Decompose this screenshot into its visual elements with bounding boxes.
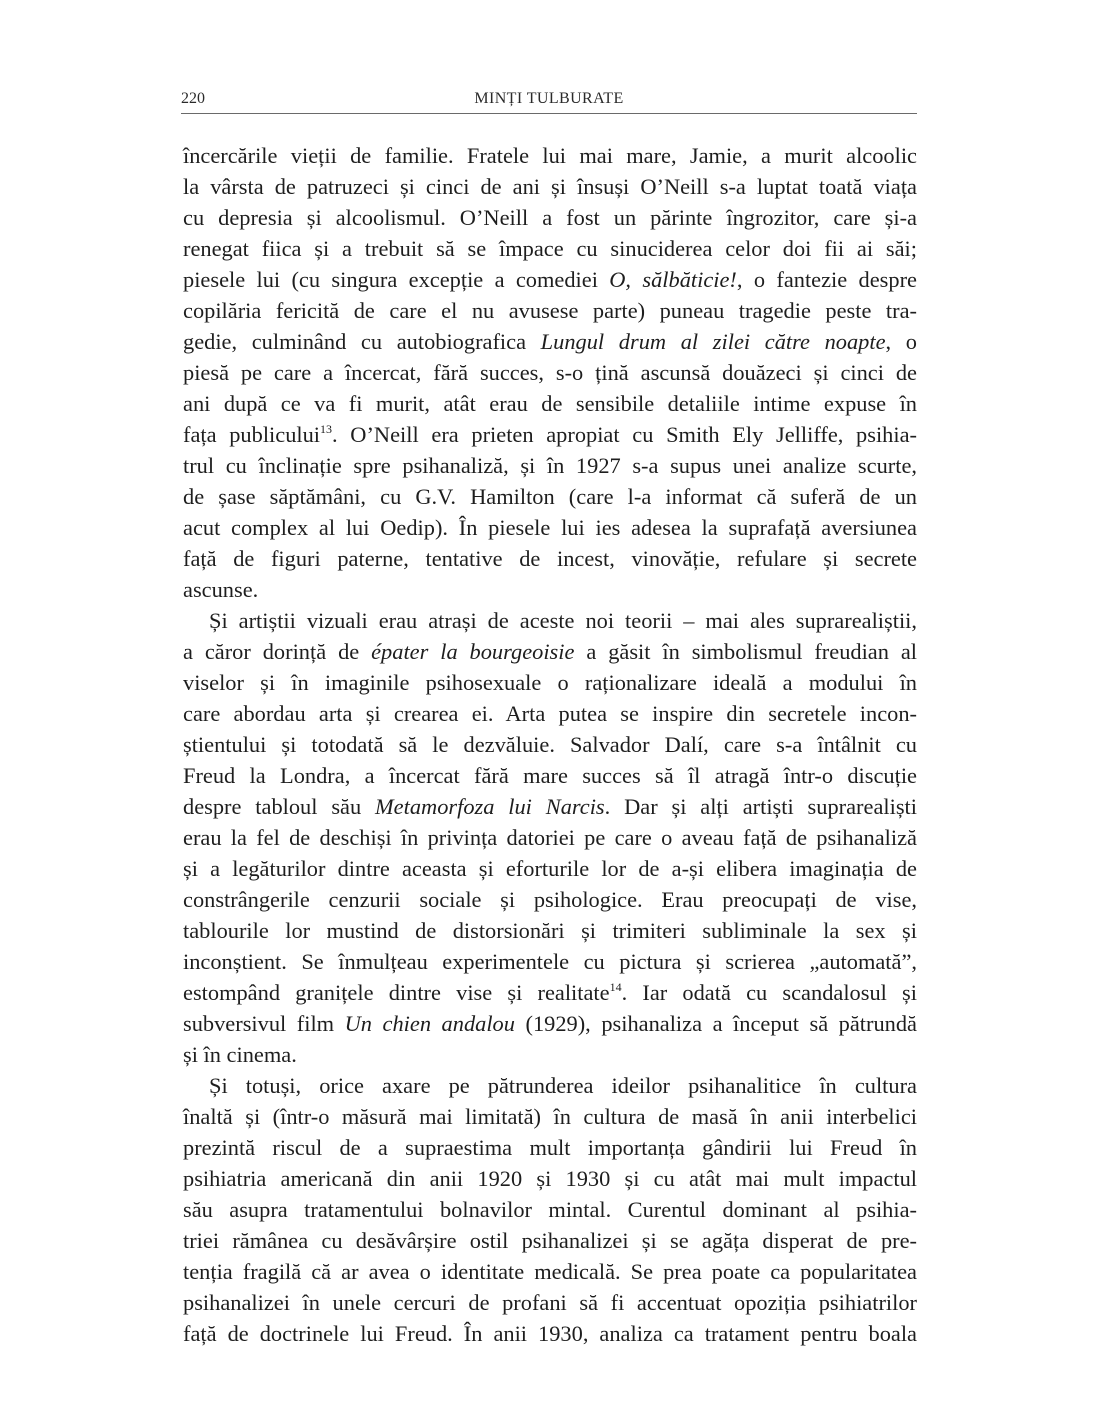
text-line [183, 1163, 917, 1194]
text-run: . Iar odată cu scandalosul și [621, 980, 917, 1005]
text-line [183, 543, 917, 574]
text-run: cu depresia și alcoolismul. O’Neill a fost un părinte îngrozitor, care și-a [183, 205, 917, 230]
text-line [183, 822, 917, 853]
italic-title: Metamorfoza lui Narcis [375, 794, 605, 819]
text-run: Freud la Londra, a încercat fără mare succes să îl atragă într-o discuție [183, 763, 917, 788]
text-run: ascunse. [183, 577, 259, 602]
text-run: , o fantezie despre [736, 267, 917, 292]
running-title: MINȚI TULBURATE [474, 90, 624, 107]
text-run: trul cu înclinație spre psihanaliză, și în 1927 s-a supus unei analize scurte, [183, 453, 917, 478]
text-run: piesele lui (cu singura excepție a comediei [183, 267, 610, 292]
text-line [183, 946, 917, 977]
text-line [183, 357, 917, 388]
text-run: față de doctrinele lui Freud. În anii 1930, analiza ca tratament pentru boala [183, 1321, 917, 1346]
text-line [183, 1039, 917, 1070]
text-run: a căror dorință de [183, 639, 372, 664]
text-run: estompând granițele dintre vise și realitate [183, 980, 610, 1005]
text-line [183, 1225, 917, 1256]
text-line [183, 574, 917, 605]
text-line [183, 171, 917, 202]
text-line [183, 419, 917, 450]
text-run: (1929), psihanaliza a început să pătrundă [514, 1011, 917, 1036]
text-run: erau la fel de deschiși în privința datoriei pe care o aveau față de psihanaliză [183, 825, 917, 850]
text-run: , o [885, 329, 917, 354]
text-run: despre tabloul său [183, 794, 376, 819]
text-run: său asupra tratamentului bolnavilor mintal. Curentul dominant al psihia- [183, 1197, 917, 1222]
text-run: înaltă și (într-o măsură mai limitată) în cultura de masă în anii interbelici [183, 1104, 917, 1129]
text-line [183, 698, 917, 729]
header-rule [181, 113, 917, 114]
text-run: psihanalizei în unele cercuri de profani să fi accentuat opoziția psihiatrilor [183, 1290, 917, 1315]
text-run: acut complex al lui Oedip). În piesele lui ies adesea la suprafață aversiunea [183, 515, 917, 540]
text-run: prezintă riscul de a supraestima mult importanța gândirii lui Freud în [183, 1135, 917, 1160]
footnote-ref: 14 [609, 980, 622, 994]
text-line [183, 1256, 917, 1287]
text-run: și în cinema. [183, 1042, 297, 1067]
text-line [183, 264, 917, 295]
text-line [183, 977, 917, 1008]
text-line [183, 388, 917, 419]
text-run: la vârsta de patruzeci și cinci de ani și însuși O’Neill s-a luptat toată viața [183, 174, 917, 199]
text-line [183, 791, 917, 822]
text-run: încercările vieții de familie. Fratele lui mai mare, Jamie, a murit alcoolic [183, 143, 917, 168]
text-run: tenția fragilă că ar avea o identitate medicală. Se prea poate ca popularitatea [183, 1259, 917, 1284]
running-head [181, 90, 917, 112]
italic-title: O, sălbăticie! [609, 267, 737, 292]
text-line [183, 915, 917, 946]
text-line [183, 295, 917, 326]
text-run: știentului și totodată să le dezvăluie. Salvador Dalí, care s-a întâlnit cu [183, 732, 917, 757]
text-line [183, 202, 917, 233]
text-run: . Dar și alți artiști suprarealiști [604, 794, 917, 819]
text-run: triei rămânea cu desăvârșire ostil psihanalizei și se agăța disperat de pre- [183, 1228, 917, 1253]
text-run: gedie, culminând cu autobiografica [183, 329, 541, 354]
text-run: Și artiștii vizuali erau atrași de aceste noi teorii – mai ales suprarealiștii, [209, 608, 917, 633]
text-run: psihiatria americană din anii 1920 și 1930 și cu atât mai mult impactul [183, 1166, 917, 1191]
text-line [183, 1101, 917, 1132]
text-line [183, 605, 917, 636]
italic-title: épater la bourgeoisie [371, 639, 575, 664]
text-line [183, 1070, 917, 1101]
text-run: de șase săptămâni, cu G.V. Hamilton (care l-a informat că suferă de un [183, 484, 917, 509]
text-line [183, 1008, 917, 1039]
text-line [183, 1132, 917, 1163]
text-run: renegat fiica și a trebuit să se împace cu sinuciderea celor doi fii ai săi; [183, 236, 917, 261]
text-run: subversivul film [183, 1011, 345, 1036]
text-run: viselor și în imaginile psihosexuale o raționalizare ideală a modului în [183, 670, 917, 695]
text-line [183, 512, 917, 543]
text-line [183, 481, 917, 512]
text-run: piesă pe care a încercat, fără succes, s-o țină ascunsă douăzeci și cinci de [183, 360, 917, 385]
footnote-ref: 13 [320, 422, 333, 436]
text-line [183, 450, 917, 481]
page-number: 220 [181, 90, 205, 107]
italic-title: Un chien andalou [344, 1011, 515, 1036]
text-line [183, 729, 917, 760]
text-line [183, 636, 917, 667]
text-run: care abordau arta și crearea ei. Arta putea se inspire din secretele incon- [183, 701, 917, 726]
text-run: copilăria fericită de care el nu avusese parte) puneau tragedie peste tra- [183, 298, 917, 323]
text-line [183, 884, 917, 915]
body-text [183, 140, 917, 1349]
text-run: față de figuri paterne, tentative de incest, vinovăție, refulare și secrete [183, 546, 917, 571]
text-line [183, 1287, 917, 1318]
text-line [183, 667, 917, 698]
text-run: tablourile lor mustind de distorsionări și trimiteri subliminale la sex și [183, 918, 917, 943]
text-line [183, 326, 917, 357]
text-run: Și totuși, orice axare pe pătrunderea ideilor psihanalitice în cultura [209, 1073, 917, 1098]
text-line [183, 760, 917, 791]
text-run: ani după ce va fi murit, atât erau de sensibile detaliile intime expuse în [183, 391, 917, 416]
italic-title: Lungul drum al zilei către noapte [540, 329, 886, 354]
text-line [183, 233, 917, 264]
text-line [183, 1318, 917, 1349]
text-run: . O’Neill era prieten apropiat cu Smith Ely Jelliffe, psihia- [332, 422, 917, 447]
text-run: fața publicului [183, 422, 321, 447]
text-run: inconștient. Se înmulțeau experimentele cu pictura și scrierea „automată”, [183, 949, 917, 974]
text-run: constrângerile cenzurii sociale și psihologice. Erau preocupați de vise, [183, 887, 917, 912]
text-line [183, 853, 917, 884]
text-line [183, 1194, 917, 1225]
text-line [183, 140, 917, 171]
text-run: și a legăturilor dintre aceasta și eforturile lor de a-și elibera imaginația de [183, 856, 917, 881]
text-run: a găsit în simbolismul freudian al [574, 639, 918, 664]
